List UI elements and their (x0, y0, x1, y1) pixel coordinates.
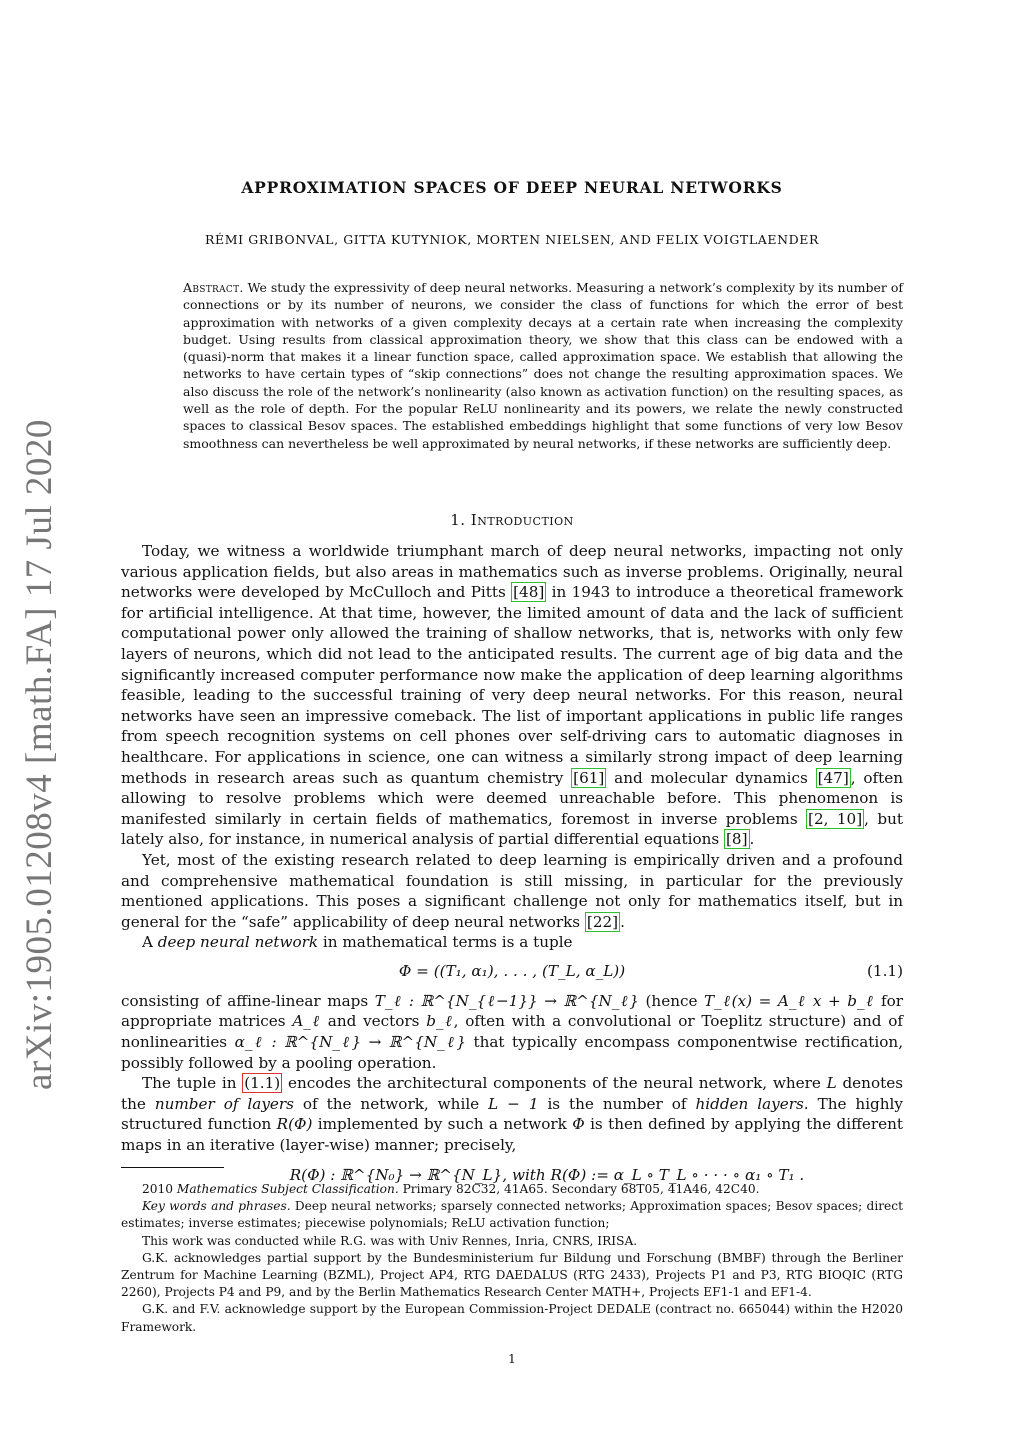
abstract-label: Abstract. (183, 280, 244, 295)
citation-link[interactable]: [48] (513, 583, 545, 602)
text-span: consisting of affine-linear maps (121, 991, 375, 1010)
footnote-keywords (121, 1198, 903, 1232)
equation-number: (1.1) (866, 961, 903, 980)
emphasis: deep neural network (157, 933, 319, 952)
paragraph (121, 850, 903, 932)
body-text (121, 541, 903, 1185)
text-span: 2010 (142, 1182, 177, 1196)
text-span: . (620, 912, 625, 931)
text-span: , often allowing to resolve problems which were deemed unreachable before. This phenomenon is manifested similarly in certain fields of mathematics, foremost in inverse problems (121, 768, 904, 828)
text-span: and vectors (321, 1012, 427, 1031)
section-heading (121, 511, 903, 529)
arxiv-identifier: arXiv:1905.01208v4 [math.FA] 17 Jul 2020 (19, 419, 60, 1090)
text-span: , but lately also, for instance, in numerical analysis of partial differential equations (121, 809, 903, 849)
text-span: of the network, while (293, 1094, 489, 1113)
math-inline: A_ℓ (292, 1012, 322, 1031)
paragraph (121, 541, 903, 850)
emphasis: Key words and phrases. (142, 1199, 291, 1214)
math-inline: L (826, 1074, 837, 1093)
emphasis: hidden layers (695, 1094, 804, 1113)
citation-link[interactable]: [47] (817, 768, 849, 787)
footnote-msc (121, 1181, 903, 1198)
citation-link[interactable]: [2, 10] (808, 809, 863, 828)
paragraph (121, 932, 903, 953)
section-title: Introduction (470, 511, 574, 529)
text-span: Today, we witness a worldwide triumphant march of deep neural networks, impacting not only various application fields, but also areas in mathematics such as inverse problems. Originally, neural networks were developed by McCulloch and Pitts (121, 542, 903, 602)
footnote-affiliation: This work was conducted while R.G. was with Univ Rennes, Inria, CNRS, IRISA. (142, 1233, 638, 1248)
text-span: A (142, 933, 158, 952)
text-span: implemented by such a network (312, 1115, 573, 1134)
emphasis: Mathematics Subject Classification. (176, 1182, 399, 1196)
text-span: for appropriate matrices (121, 991, 903, 1031)
equation-body: Φ = ((T₁, α₁), . . . , (T_L, α_L)) (398, 961, 626, 980)
abstract-text: We study the expressivity of deep neural networks. Measuring a network’s complexity by its number of connections or by its number of neurons, we consider the class of functions for which the error of best approximation with networks of a given complexity decays at a certain rate when increasing the complexity budget. Using results from classical approximation theory, we show that this class can be endowed with a (quasi)-norm that makes it a linear function space, called approximation space. We establish that allowing the networks to have certain types of “skip connections” does not change the resulting approximation spaces. We also discuss the role of the network’s nonlinearity (also known as activation function) on the resulting spaces, as well as the role of depth. For the popular ReLU nonlinearity and its powers, we relate the newly constructed spaces to classical Besov spaces. The established embeddings highlight that some functions of very low Besov smoothness can nevertheless be well approximated by neural networks, if these networks are sufficiently deep. (183, 280, 903, 451)
page-number: 1 (508, 1352, 516, 1366)
citation-link[interactable]: [22] (586, 912, 619, 931)
math-inline: T_ℓ : ℝ^{N_{ℓ−1}} → ℝ^{N_ℓ} (374, 991, 639, 1010)
equation-reference-link[interactable]: (1.1) (244, 1074, 281, 1093)
footnote-funding-gk: G.K. acknowledges partial support by the Bundesministerium fur Bildung und Forschung (BMBF) through the Berliner Zentrum for Machine Learning (BZML), Project AP4, RTG DAEDALUS (RTG 2433), Projects P1 and P3, RTG BIOQIC (RTG 2260), Projects P4 and P9, and by the Berlin Mathematics Research Center MATH+, Projects EF1-1 and EF1-4. (121, 1250, 903, 1300)
text-span: encodes the architectural components of the neural network, where (282, 1074, 827, 1093)
citation-link[interactable]: [61] (573, 768, 605, 787)
paragraph (121, 991, 903, 1073)
text-span: denotes the (121, 1074, 903, 1113)
text-span: in 1943 to introduce a theoretical framework for artificial intelligence. At that time, however, the limited amount of data and the lack of sufficient computational power only allowed the training of shallow networks, that is, networks with only few layers of neurons, which did not lead to the anticipated results. The current age of big data and the significantly increased computer performance now make the application of deep learning algorithms feasible, leading to the successful training of very deep neural networks. For this reason, neural networks have seen an impressive comeback. The list of important applications in public life ranges from speech recognition systems on cell phones over self-driving cars to automatic diagnoses in healthcare. For applications in science, one can witness a similarly strong impact of deep learning methods in research areas such as quantum chemistry (121, 583, 903, 787)
text-span: Yet, most of the existing research related to deep learning is empirically driven and a profound and comprehensive mathematical foundation is still missing, in particular for the previously mentioned applications. This poses a significant challenge not only for mathematics itself, but in general for the “safe” applicability of deep neural networks (121, 850, 903, 931)
footnote-funding-gk-fv: G.K. and F.V. acknowledge support by the European Commission-Project DEDALE (contract no. 665044) within the H2020 Framework. (121, 1302, 903, 1334)
text-span: is the number of (538, 1094, 696, 1113)
math-inline: b_ℓ (426, 1012, 454, 1031)
math-inline: Φ (572, 1115, 585, 1134)
text-span: (hence (638, 991, 705, 1010)
math-inline: L − 1 (488, 1094, 539, 1113)
author-list: RÉMI GRIBONVAL, GITTA KUTYNIOK, MORTEN NIELSEN, AND FELIX VOIGTLAENDER (204, 232, 820, 247)
math-inline: T_ℓ(x) = A_ℓ x + b_ℓ (704, 991, 875, 1010)
citation-link[interactable]: [8] (726, 830, 748, 849)
text-span: , often with a convolutional or Toeplitz structure) and of nonlinearities (121, 1012, 904, 1052)
paper-title: APPROXIMATION SPACES OF DEEP NEURAL NETWORKS (241, 178, 783, 197)
text-span: . (749, 830, 755, 849)
text-span: Deep neural networks; sparsely connected networks; Approximation spaces; Besov spaces; direct estimates; inverse estimates; piecewise polynomials; ReLU activation function; (121, 1199, 903, 1231)
text-span: . The highly structured function (121, 1094, 903, 1134)
abstract (183, 279, 903, 452)
math-inline: α_ℓ : ℝ^{N_ℓ} → ℝ^{N_ℓ} (234, 1033, 467, 1052)
equation-body: R(Φ) : ℝ^{N₀} → ℝ^{N_L}, with R(Φ) := α_L ∘ T_L ∘ · · · ∘ α₁ ∘ T₁ . (289, 1165, 805, 1184)
text-span: is then defined by applying the different maps in an iterative (layer-wise) manner; precisely, (121, 1115, 903, 1155)
math-inline: R(Φ) (276, 1115, 313, 1134)
text-span: that typically encompass componentwise rectification, possibly followed by a pooling operation. (121, 1033, 904, 1072)
section-number: 1. (450, 511, 466, 529)
text-span: Primary 82C32, 41A65. Secondary 68T05, 41A46, 42C40. (398, 1182, 760, 1196)
text-span: The tuple in (142, 1074, 243, 1093)
paragraph (121, 1073, 903, 1155)
text-span: and molecular dynamics (606, 768, 816, 787)
text-span: in mathematical terms is a tuple (318, 933, 573, 952)
footnote-rule (121, 1167, 224, 1168)
equation-1-1 (121, 961, 903, 983)
emphasis: number of layers (154, 1094, 294, 1113)
footnotes (121, 1181, 903, 1336)
